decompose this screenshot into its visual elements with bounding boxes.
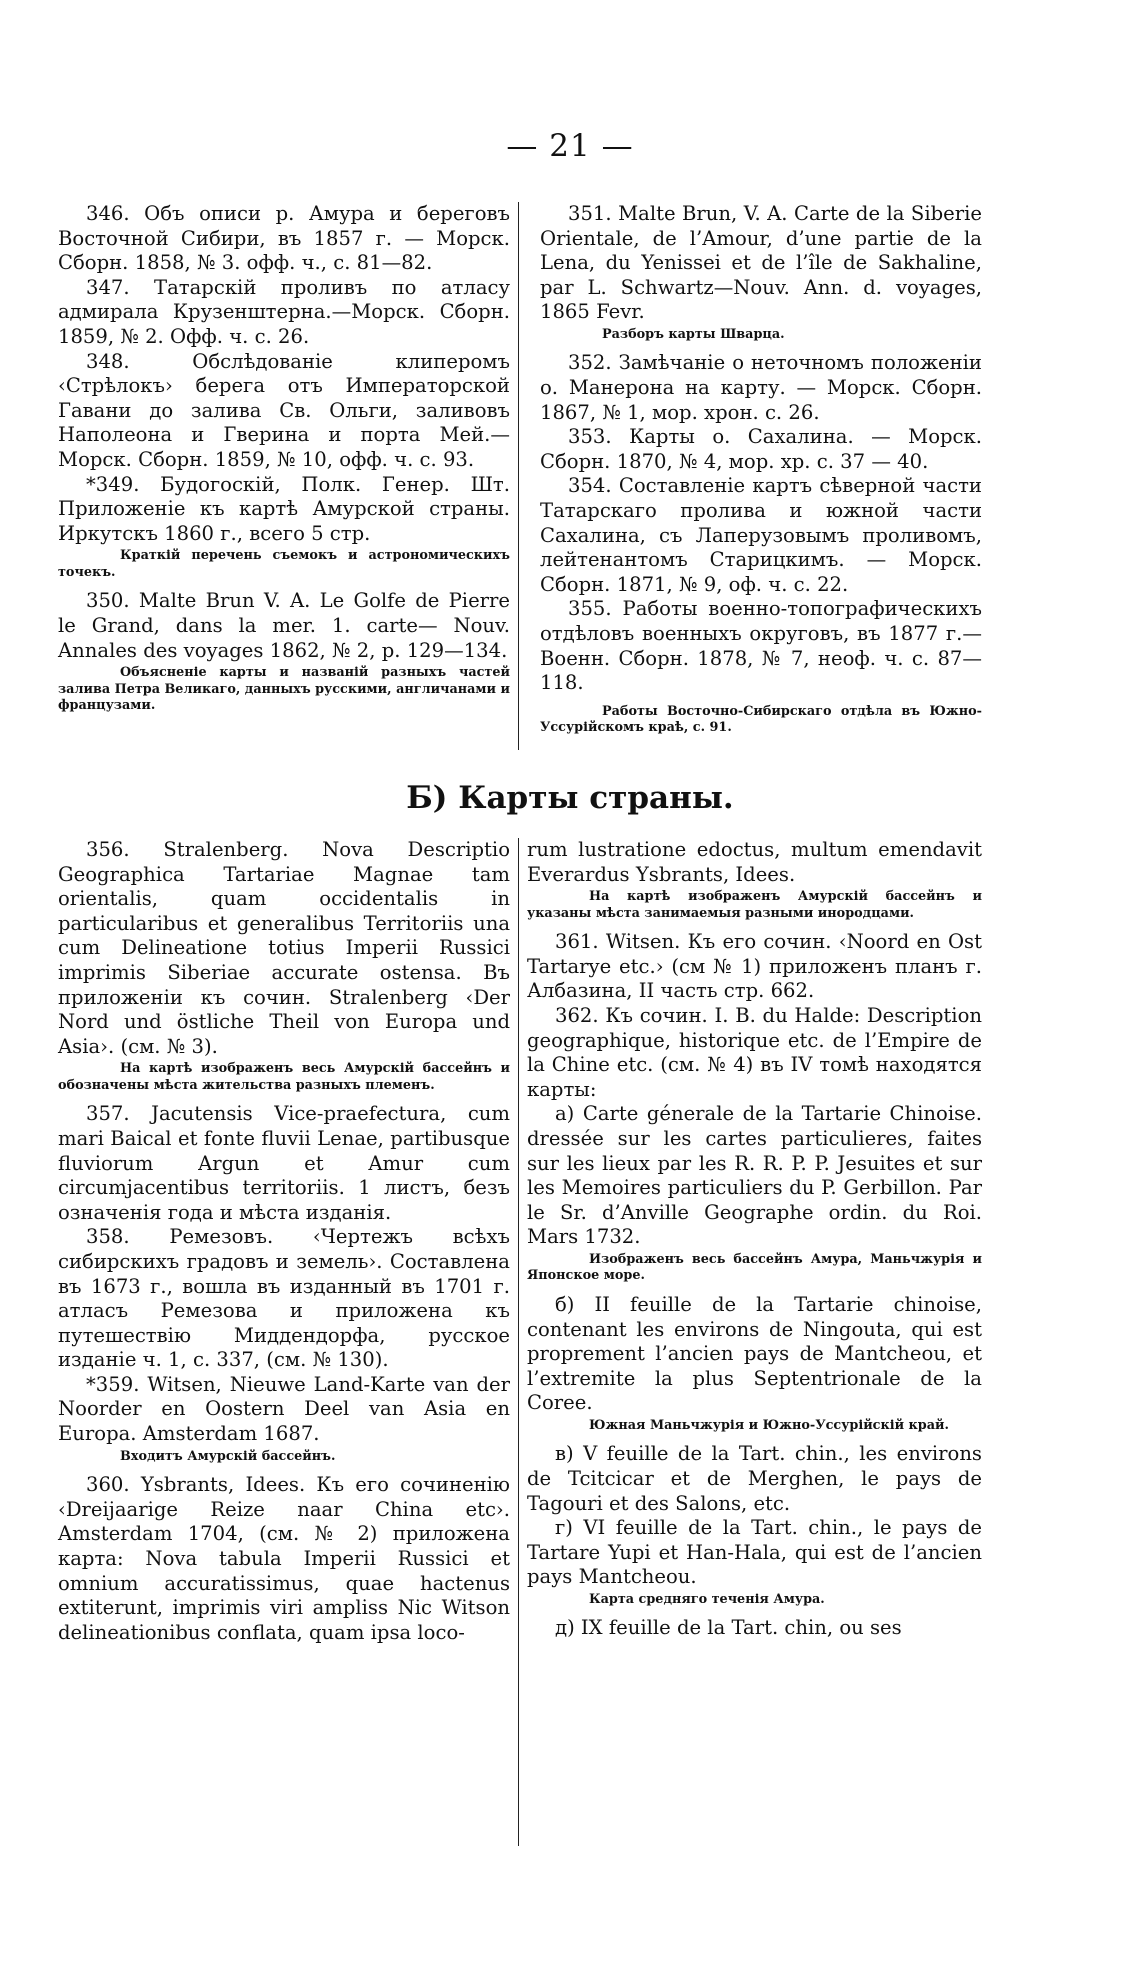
entry-359: *359. Witsen, Nieuwe Land-Karte van der Noorder en Oostern Deel van Asia en Europa. Amsterdam 1687. [58, 1372, 510, 1446]
entry-358: 358. Ремезовъ. ‹Чертежъ всѣхъ сибирскихъ градовъ и земель›. Составлена въ 1673 г., вошла въ изданный въ 1701 г. атласъ Ремезова и приложена къ путешествію Миддендорфа, русское изданіе ч. 1, с. 337, (см. № 130). [58, 1225, 510, 1372]
note-349: Краткій перечень съемокъ и астрономическихъ точекъ. [58, 548, 510, 580]
note-360: На картѣ изображенъ Амурскій бассейнъ и указаны мѣста занимаемыя разными инородцами. [527, 889, 982, 921]
note-subitem-a: Изображенъ весь бассейнъ Амура, Маньчжурія и Японское море. [527, 1251, 982, 1284]
column-bottom-right [527, 838, 982, 1641]
entry-353: 353. Карты о. Сахалина. — Морск. Сборн. 1870, № 4, мор. хр. с. 37 — 40. [540, 425, 982, 473]
entry-361: 361. Witsen. Къ его сочин. ‹Noord en Ost Tartarye etc.› (см № 1) приложенъ планъ г. Албазина, II часть стр. 662. [527, 930, 982, 1003]
subitem-g: г) VI feuille de la Tart. chin., le pays de Tartare Yupi et Han-Hala, qui est de l’ancien pays Mantcheou. [527, 1516, 982, 1589]
page-number: — 21 — [506, 128, 634, 164]
entry-354: 354. Составленіе картъ сѣверной части Татарскаго пролива и южной части Сахалина, съ Лаперузовымъ проливомъ, лейтенантомъ Старицкимъ. — Морск. Сборн. 1871, № 9, оф. ч. с. 22. [540, 474, 982, 596]
subitem-a: а) Carte génerale de la Tartarie Chinoise. dressée sur les cartes particulieres, faites sur les lieux par les R. R. P. P. Jesuites et sur les Memoires particuliers du P. Gerbillon. Par le Sr. d’Anville Geographe ordin. du Roi. Mars 1732. [527, 1102, 982, 1249]
entry-360: 360. Ysbrants, Idees. Къ его сочиненію ‹Dreijaarige Reize naar China etc›. Amsterdam 1704, (см. № 2) приложена карта: Nova tabula Imperii Russici et omnium accuratissimus, quae hactenus extiterunt, imprimis viri ampliss Nic Witson delineationibus conflata, quam ipsa loco- [58, 1473, 510, 1644]
entry-362: 362. Къ сочин. I. B. du Halde: Description geographique, historique etc. de l’Empire de la Chine etc. (см. № 4) въ IV томѣ находятся карты: [527, 1003, 982, 1101]
note-355: Работы Восточно-Сибирскаго отдѣла въ Южно-Уссурійскомъ краѣ, с. 91. [540, 703, 982, 736]
subitem-d: д) IX feuille de la Tart. chin, ou ses [555, 1616, 902, 1640]
subitem-v: в) V feuille de la Tart. chin., les environs de Tcitcicar et de Merghen, le pays de Tagouri et des Salons, etc. [527, 1442, 982, 1515]
note-351: Разборъ карты Шварца. [602, 326, 785, 342]
section-heading: Б) Карты страны. [406, 780, 734, 816]
entry-350: 350. Malte Brun V. A. Le Golfe de Pierre le Grand, dans la mer. 1. carte— Nouv. Annales des voyages 1862, № 2, p. 129—134. [58, 589, 510, 662]
column-bottom-left [58, 838, 510, 1645]
entry-347: 347. Татарскій проливъ по атласу адмирала Крузенштерна.—Морск. Сборн. 1859, № 2. Офф. ч. с. 26. [58, 275, 510, 348]
column-top-right [540, 202, 982, 745]
column-top-left [58, 202, 510, 723]
note-356: На картѣ изображенъ весь Амурскій бассейнъ и обозначены мѣста жительства разныхъ племенъ. [58, 1061, 510, 1093]
entry-357: 357. Jacutensis Vice-praefectura, cum mari Baical et fonte fluvii Lenae, partibusque fluviorum Argun et Amur cum circumjacentibus territoriis. 1 листъ, безъ означенія года и мѣста изданія. [58, 1102, 510, 1224]
entry-355: 355. Работы военно-топографическихъ отдѣловъ военныхъ округовъ, въ 1877 г.— Военн. Сборн. 1878, № 7, неоф. ч. с. 87—118. [540, 597, 982, 695]
entry-351: 351. Malte Brun, V. A. Carte de la Siberie Orientale, de l’Amour, d’une partie de la Lena, du Yenissei et de l’île de Sakhaline, par L. Schwartz—Nouv. Ann. d. voyages, 1865 Fevr. [540, 202, 982, 324]
note-subitem-b: Южная Маньчжурія и Южно-Уссурійскій край. [589, 1417, 949, 1433]
note-359: Входитъ Амурскій бассейнъ. [120, 1448, 336, 1464]
column-divider-bottom [518, 838, 519, 1846]
entry-348: 348. Обслѣдованіе клиперомъ ‹Стрѣлокъ› берега отъ Императорской Гавани до залива Св. Ольги, заливовъ Наполеона и Гверина и порта Мей.—Морск. Сборн. 1859, № 10, офф. ч. с. 93. [58, 349, 510, 471]
note-350: Объясненіе карты и названій разныхъ частей залива Петра Великаго, данныхъ русскими, англичанами и французами. [58, 665, 510, 714]
entry-352: 352. Замѣчаніе о неточномъ положеніи о. Манерона на карту. — Морск. Сборн. 1867, № 1, мор. хрон. с. 26. [540, 351, 982, 424]
entry-346: 346. Объ описи р. Амура и береговъ Восточной Сибири, въ 1857 г. — Морск. Сборн. 1858, № 3. офф. ч., с. 81—82. [58, 202, 510, 275]
note-subitem-g: Карта средняго теченія Амура. [589, 1591, 825, 1607]
entry-360-continuation: rum lustratione edoctus, multum emendavit Everardus Ysbrants, Idees. [527, 838, 982, 886]
subitem-b: б) II feuille de la Tartarie chinoise, contenant les environs de Ningouta, qui est proprement l’ancien pays de Mantcheou, et l’extremite la plus Septentrionale de la Coree. [527, 1292, 982, 1415]
entry-356: 356. Stralenberg. Nova Descriptio Geographica Tartariae Magnae tam orientalis, quam occidentalis in particularibus et generalibus Territoriis una cum Delineatione totius Imperii Russici imprimis Siberiae accurate ostensa. Въ приложеніи къ сочин. Stralenberg ‹Der Nord und östliche Theil von Europa und Asia›. (см. № 3). [58, 838, 510, 1058]
entry-349: *349. Будогоскій, Полк. Генер. Шт. Приложеніе къ картѣ Амурской страны. Иркутскъ 1860 г., всего 5 стр. [58, 472, 510, 545]
column-divider-top [518, 202, 519, 750]
